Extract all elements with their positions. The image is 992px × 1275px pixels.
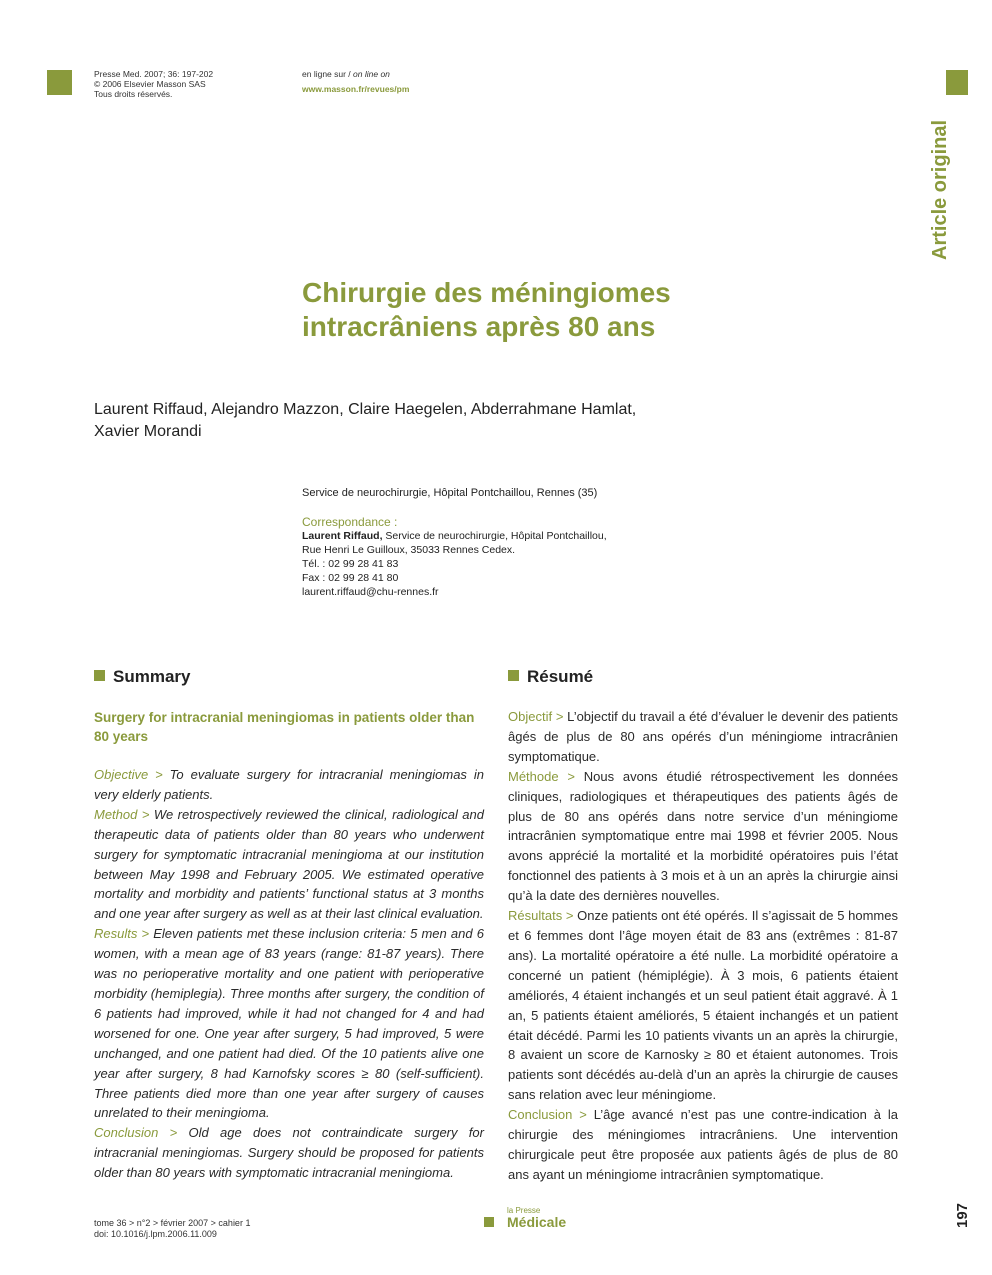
resume-methode: Méthode > Nous avons étudié rétrospectivement les données cliniques, radiologiques et thérapeutiques des patients âgés de plus de 80 ans opérés dans notre service d’un méningiome intracrânien symptomatique entre mai 1998 et février 2005. Nous avons apprécié la mortalité et la morbidité opératoires puis l’état fonctionnel des patients à 3 mois et à un an après la chirurgie ainsi qu’à la date des dernières nouvelles.	[508, 768, 899, 904]
heading-square-icon	[508, 670, 519, 681]
summary-body	[94, 765, 484, 1183]
journal-citation: Presse Med. 2007; 36: 197-202	[94, 69, 214, 79]
logo-square-icon	[484, 1217, 494, 1227]
correspondence-name: Laurent Riffaud,	[302, 530, 383, 542]
resume-heading: Résumé	[508, 667, 593, 687]
online-suffix: on line on	[353, 69, 390, 79]
resume-objectif: Objectif > L’objectif du travail a été d’évaluer le devenir des patients âgés de plus de 80 ans opérés d’un méningiome intracrânien symptomatique.	[508, 709, 898, 764]
journal-url[interactable]: www.masson.fr/revues/pm	[302, 84, 410, 94]
affiliation: Service de neurochirurgie, Hôpital Pontchaillou, Rennes (35)	[302, 487, 598, 499]
journal-info	[94, 69, 213, 99]
correspondence-address: Rue Henri Le Guilloux, 35033 Rennes Cedex.	[302, 544, 516, 556]
article-type-label: Article original	[929, 119, 951, 260]
article-title	[302, 276, 822, 344]
page-number: 197	[954, 1202, 971, 1228]
online-prefix: en ligne sur /	[302, 69, 354, 79]
correspondence	[302, 515, 607, 599]
online-info	[302, 69, 409, 94]
correspondence-dept: Service de neurochirurgie, Hôpital Pontchaillou,	[382, 530, 607, 542]
correspondence-label: Correspondance :	[302, 515, 398, 529]
authors-line-1: Laurent Riffaud, Alejandro Mazzon, Claire Haegelen, Abderrahmane Hamlat,	[94, 401, 637, 418]
logo-big-text: Médicale	[507, 1214, 567, 1230]
correspondence-tel: Tél. : 02 99 28 41 83	[302, 558, 399, 570]
authors-line-2: Xavier Morandi	[94, 423, 202, 440]
title-line-2: intracrâniens après 80 ans	[302, 311, 656, 342]
title-line-1: Chirurgie des méningiomes	[302, 277, 671, 308]
heading-square-icon	[94, 670, 105, 681]
authors	[94, 399, 694, 443]
resume-resultats: Résultats > Onze patients ont été opérés. Il s’agissait de 5 hommes et 6 femmes dont l’âge moyen était de 83 ans (extrêmes : 81-87 ans). La mortalité opératoire a été nulle. La morbidité opératoire a concerné un patient (hémiplégie). À 3 mois, 6 patients étaient améliorés, 4 étaient inchangés et un seul patient était aggravé. À 1 an, 5 patients étaient améliorés, 5 étaient inchangés et un patient était décédé. Parmi les 10 patients vivants un an après la chirurgie, 8 avaient un score de Karnosky ≥ 80 et étaient autonomes. Trois patients sont décédés au-delà d’un an après la chirurgie de causes sans relation avec leur méningiome.	[508, 908, 898, 1103]
correspondence-fax: Fax : 02 99 28 41 80	[302, 572, 399, 584]
header-square-left	[47, 70, 72, 95]
rights: Tous droits réservés.	[94, 89, 173, 99]
summary-method: Method > We retrospectively reviewed the clinical, radiological and therapeutic data of patients older than 80 years who underwent surgery for symptomatic intracranial meningioma at our institution between May 1998 and February 2005. We estimated operative mortality and morbidity and patients’ functional status at 3 months and one year after surgery as well as at their last clinical evaluation.	[94, 806, 484, 922]
summary-objective: Objective > To evaluate surgery for intracranial meningiomas in very elderly patients.	[94, 767, 484, 802]
footer-doi: doi: 10.1016/j.lpm.2006.11.009	[94, 1229, 217, 1239]
correspondence-email[interactable]: laurent.riffaud@chu-rennes.fr	[302, 586, 439, 598]
copyright: © 2006 Elsevier Masson SAS	[94, 79, 206, 89]
summary-results: Results > Eleven patients met these inclusion criteria: 5 men and 6 women, with a mean age of 83 years (range: 81-87 years). There was no perioperative mortality and one patient with perioperative morbidity (hemiplegia). Three months after surgery, the condition of 6 patients had improved, while it had not changed for 4 and had worsened for one. One year after surgery, 5 had improved, 5 were unchanged, and one patient had died. Of the 10 patients alive one year after surgery, 8 had Karnofsky scores ≥ 80 (self-sufficient). Three patients died more than one year after surgery of causes unrelated to their meningioma.	[94, 926, 484, 1121]
resume-body	[508, 707, 898, 1185]
summary-conclusion: Conclusion > Old age does not contraindicate surgery for intracranial meningiomas. Surgery should be proposed for patients older than 80 years with symptomatic intracranial meningioma.	[94, 1125, 484, 1181]
footer-issue: tome 36 > n°2 > février 2007 > cahier 1	[94, 1218, 251, 1228]
footer-citation	[94, 1218, 250, 1240]
journal-logo	[484, 1206, 566, 1229]
summary-heading: Summary	[94, 667, 190, 687]
header-square-right	[946, 70, 968, 95]
summary-subtitle: Surgery for intracranial meningiomas in patients older than 80 years	[94, 710, 475, 744]
logo-small-text: la Presse	[507, 1206, 541, 1215]
resume-conclusion: Conclusion > L’âge avancé n’est pas une contre-indication à la chirurgie des méningiomes intracrâniens. Une intervention chirurgicale peut être proposée aux patients âgés de plus de 80 ans ayant un méningiome intracrânien symptomatique.	[508, 1107, 898, 1182]
